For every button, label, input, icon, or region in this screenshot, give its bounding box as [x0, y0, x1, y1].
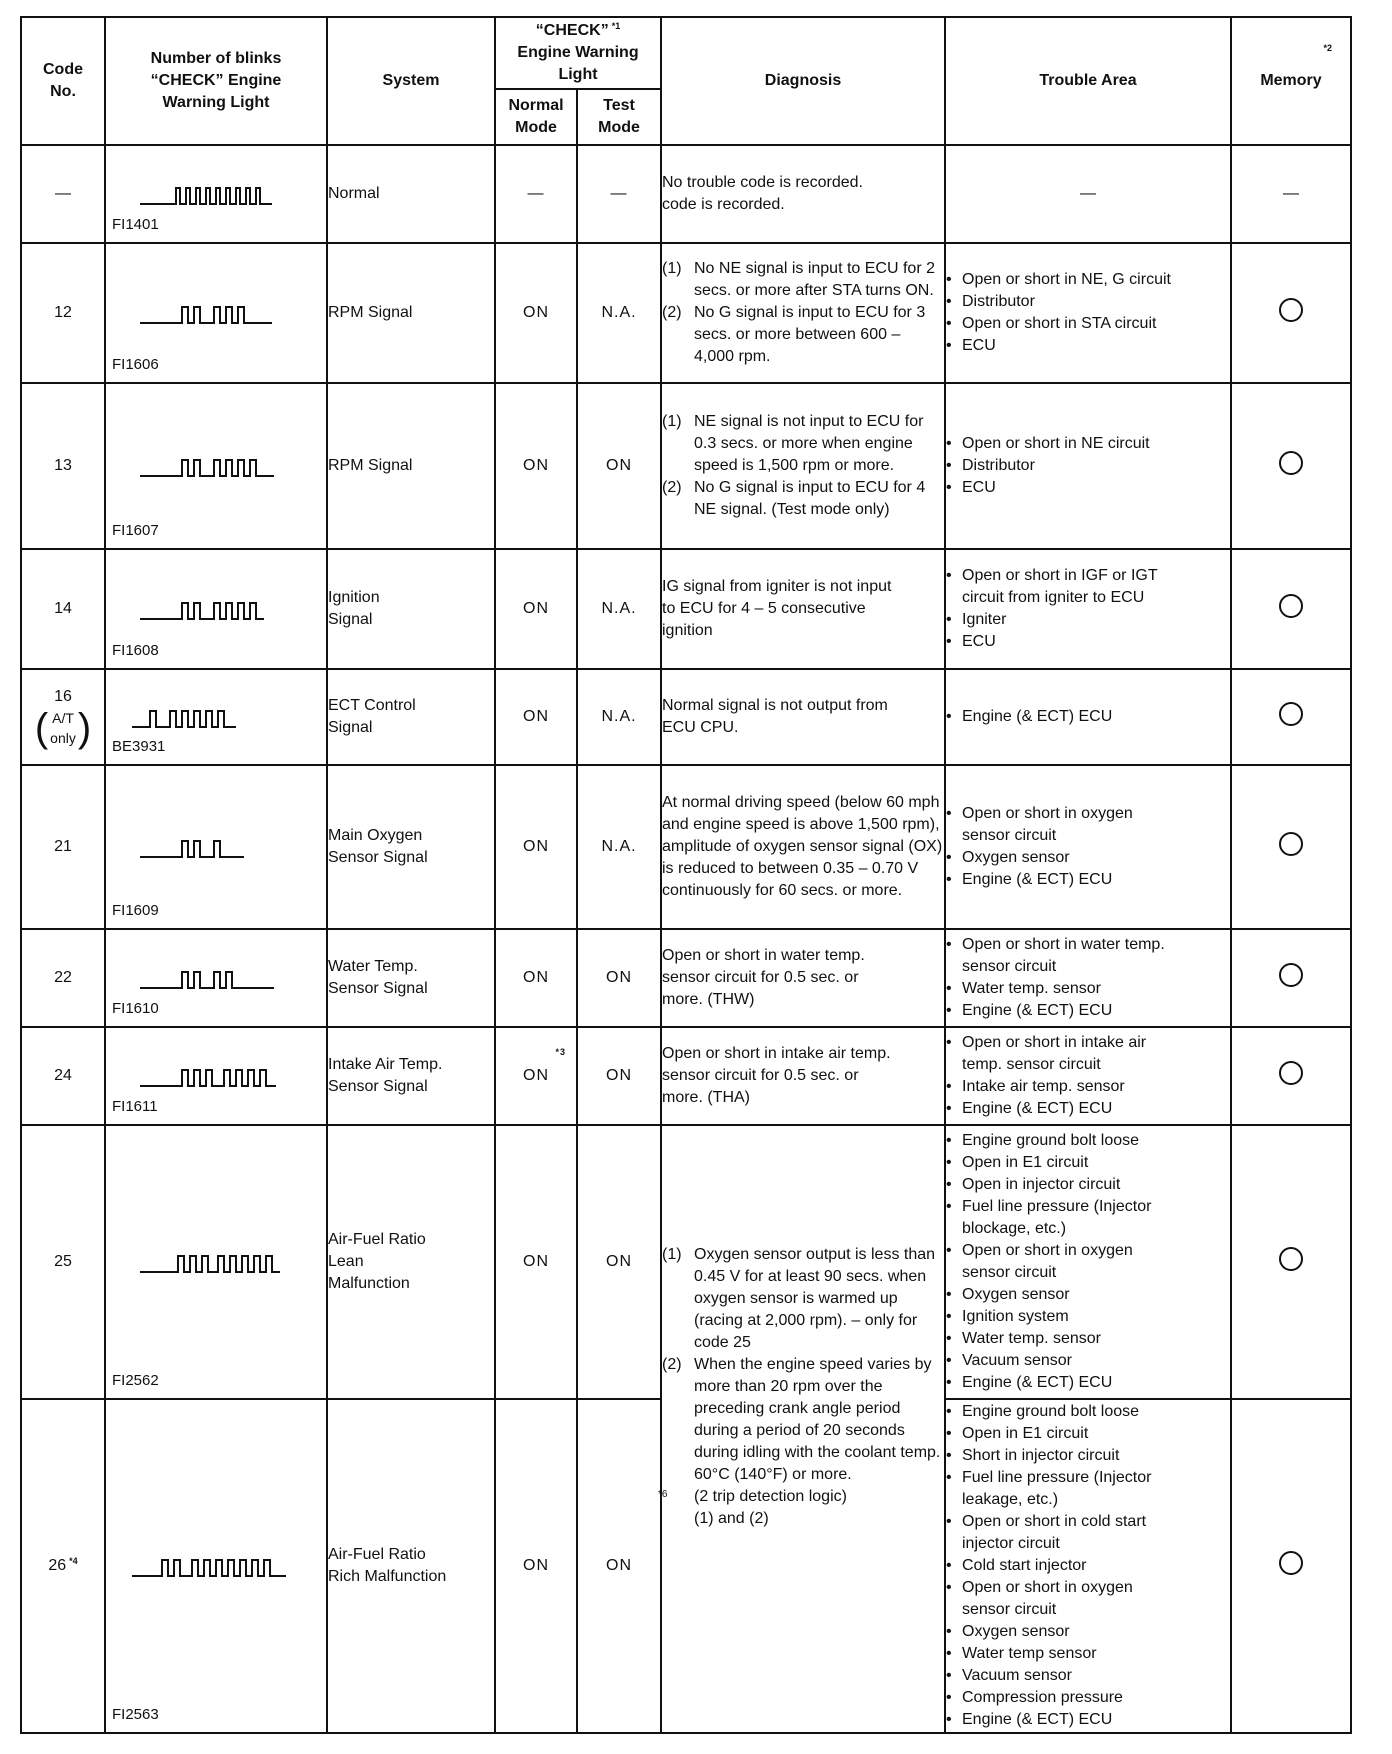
test-mode-cell: N.A.	[577, 549, 661, 669]
figure-label: FI1606	[112, 356, 159, 373]
trouble-area-cell	[945, 1027, 1231, 1125]
blink-cell	[105, 383, 327, 549]
trouble-item: • Distributor	[946, 455, 1230, 477]
memory-cell	[1231, 383, 1351, 549]
test-mode-cell: N.A.	[577, 243, 661, 383]
figure-label: FI1608	[112, 642, 159, 659]
table-row	[21, 929, 1351, 1027]
trouble-item: • Oxygen sensor	[946, 847, 1230, 869]
normal-mode-cell: ON	[495, 1125, 577, 1399]
system-cell: Intake Air Temp. Sensor Signal	[327, 1027, 495, 1125]
system-cell: Ignition Signal	[327, 549, 495, 669]
table-row	[21, 1027, 1351, 1125]
header-diagnosis: Diagnosis	[661, 17, 945, 145]
system-cell: Main Oxygen Sensor Signal	[327, 765, 495, 929]
trouble-item: • Open or short in NE, G circuit	[946, 269, 1230, 291]
memory-circle-icon	[1279, 298, 1303, 322]
memory-cell	[1231, 549, 1351, 669]
normal-mode-cell: ON	[495, 549, 577, 669]
trouble-item: • Fuel line pressure (Injector leakage, etc.)	[946, 1467, 1230, 1511]
blink-cell	[105, 1027, 327, 1125]
diagnosis-item: (1) No NE signal is input to ECU for 2 secs. or more after STA turns ON.	[662, 260, 935, 299]
code-qualifier: ( A/T only )	[34, 706, 92, 750]
diagnosis-cell: IG signal from igniter is not input to ECU for 4 – 5 consecutive ignition	[661, 549, 945, 669]
trouble-item: • Vacuum sensor	[946, 1350, 1230, 1372]
diagnosis-item: (1) NE signal is not input to ECU for 0.3 secs. or more when engine speed is 1,500 rpm or more.	[662, 413, 924, 474]
blink-pattern-icon	[126, 699, 276, 735]
memory-cell	[1231, 765, 1351, 929]
normal-mode-cell: ON	[495, 929, 577, 1027]
trouble-item: • Open or short in STA circuit	[946, 313, 1230, 335]
table-row	[21, 669, 1351, 765]
trouble-area-cell	[945, 1399, 1231, 1733]
memory-circle-icon	[1279, 451, 1303, 475]
trouble-item: • Engine (& ECT) ECU	[946, 706, 1230, 728]
code-cell: 13	[21, 383, 105, 549]
trouble-item: • Water temp. sensor	[946, 978, 1230, 1000]
figure-label: FI1610	[112, 1000, 159, 1017]
trouble-item: • Open or short in cold start injector circuit	[946, 1511, 1230, 1555]
blink-pattern-icon	[134, 1058, 284, 1094]
memory-circle-icon	[1279, 594, 1303, 618]
blink-cell	[105, 243, 327, 383]
system-cell: RPM Signal	[327, 383, 495, 549]
trouble-area-cell: —	[945, 145, 1231, 243]
normal-mode-cell: ON	[495, 669, 577, 765]
trouble-item: • Engine ground bolt loose	[946, 1401, 1230, 1423]
blink-pattern-icon	[134, 591, 284, 627]
blink-pattern-icon	[134, 829, 284, 865]
trouble-area-cell	[945, 1125, 1231, 1399]
blink-cell	[105, 145, 327, 243]
normal-mode-cell: ON	[495, 243, 577, 383]
code-cell: 14	[21, 549, 105, 669]
system-cell: Water Temp. Sensor Signal	[327, 929, 495, 1027]
trouble-item: • ECU	[946, 631, 1230, 653]
test-mode-cell: ON	[577, 383, 661, 549]
trouble-item: • Open or short in oxygen sensor circuit	[946, 1240, 1230, 1284]
trouble-item: • Compression pressure	[946, 1687, 1230, 1709]
trouble-item: • Open or short in oxygen sensor circuit	[946, 803, 1230, 847]
memory-cell	[1231, 1027, 1351, 1125]
normal-mode-cell: *3 ON	[495, 1027, 577, 1125]
memory-cell: —	[1231, 145, 1351, 243]
code-cell: —	[21, 145, 105, 243]
header-system: System	[327, 17, 495, 145]
figure-label: FI1607	[112, 522, 159, 539]
diagnosis-item: (2) No G signal is input to ECU for 3 secs. or more between 600 – 4,000 rpm.	[662, 304, 926, 365]
trouble-item: • Open or short in oxygen sensor circuit	[946, 1577, 1230, 1621]
trouble-item: • Engine (& ECT) ECU	[946, 1372, 1230, 1394]
normal-mode-cell: ON	[495, 1399, 577, 1733]
blink-cell	[105, 1399, 327, 1733]
diagnosis-item: (2) When the engine speed varies by more than 20 rpm over the preceding crank angle period during a period of 20 seconds during idling with the coolant temp. 60°C (140°F) or more.	[662, 1356, 941, 1483]
header-blinks: Number of blinks “CHECK” Engine Warning Light	[105, 17, 327, 145]
trouble-area-cell	[945, 765, 1231, 929]
trouble-area-cell	[945, 669, 1231, 765]
test-mode-cell: ON	[577, 929, 661, 1027]
system-cell: RPM Signal	[327, 243, 495, 383]
test-mode-cell: ON	[577, 1399, 661, 1733]
test-mode-cell: ON	[577, 1027, 661, 1125]
memory-circle-icon	[1279, 702, 1303, 726]
blink-cell	[105, 669, 327, 765]
table-row	[21, 765, 1351, 929]
code-cell	[21, 669, 105, 765]
test-mode-cell: N.A.	[577, 765, 661, 929]
diagnosis-cell: No trouble code is recorded. code is recorded.	[661, 145, 945, 243]
trouble-item: • Cold start injector	[946, 1555, 1230, 1577]
trouble-item: • Open in injector circuit	[946, 1174, 1230, 1196]
system-cell: ECT Control Signal	[327, 669, 495, 765]
test-mode-cell: ON	[577, 1125, 661, 1399]
trouble-item: • Open in E1 circuit	[946, 1152, 1230, 1174]
memory-circle-icon	[1279, 963, 1303, 987]
trouble-item: • Engine (& ECT) ECU	[946, 1000, 1230, 1022]
code-cell: 22	[21, 929, 105, 1027]
figure-label: FI1609	[112, 902, 159, 919]
code-cell: 21	[21, 765, 105, 929]
figure-label: FI2562	[112, 1372, 159, 1389]
code-cell: 26 $^{*4}$	[21, 1399, 105, 1733]
trouble-item: • Open or short in water temp. sensor circuit	[946, 934, 1230, 978]
diagnosis-cell: Open or short in water temp. sensor circuit for 0.5 sec. or more. (THW)	[661, 929, 945, 1027]
normal-mode-cell: —	[495, 145, 577, 243]
table-row	[21, 1125, 1351, 1399]
trouble-item: • Open or short in intake air temp. sensor circuit	[946, 1032, 1230, 1076]
test-mode-cell: —	[577, 145, 661, 243]
blink-cell	[105, 1125, 327, 1399]
trouble-item: • Open or short in IGF or IGT circuit from igniter to ECU	[946, 565, 1230, 609]
trouble-area-cell	[945, 929, 1231, 1027]
trouble-item: • Oxygen sensor	[946, 1621, 1230, 1643]
figure-label: FI1401	[112, 216, 159, 233]
blink-cell	[105, 549, 327, 669]
header-code-no: Code No.	[21, 17, 105, 145]
diagnosis-cell: Normal signal is not output from ECU CPU.	[661, 669, 945, 765]
system-cell: Air-Fuel Ratio Lean Malfunction	[327, 1125, 495, 1399]
memory-circle-icon	[1279, 832, 1303, 856]
memory-cell	[1231, 929, 1351, 1027]
diagnosis-cell: At normal driving speed (below 60 mph and engine speed is above 1,500 rpm), amplitude of oxygen sensor signal (OX) is reduced to between 0.35 – 0.70 V continuously for 60 secs. or more.	[661, 765, 945, 929]
table-row	[21, 549, 1351, 669]
memory-circle-icon	[1279, 1551, 1303, 1575]
trouble-item: • Intake air temp. sensor	[946, 1076, 1230, 1098]
trouble-item: • Engine (& ECT) ECU	[946, 1098, 1230, 1120]
table-row	[21, 145, 1351, 243]
blink-pattern-icon	[134, 448, 284, 484]
diagnosis-item: (1) Oxygen sensor output is less than 0.45 V for at least 90 secs. when oxygen sensor is warmed up (racing at 2,000 rpm). – only for code 25	[662, 1246, 936, 1351]
code-cell: 12	[21, 243, 105, 383]
trouble-item: • ECU	[946, 477, 1230, 499]
normal-mode-cell: ON	[495, 383, 577, 549]
trip-detection-note: *6 (2 trip detection logic) (1) and (2)	[658, 1488, 847, 1527]
trouble-area-cell	[945, 383, 1231, 549]
header-trouble-area: Trouble Area	[945, 17, 1231, 145]
blink-pattern-icon	[134, 295, 284, 331]
trouble-item: • Short in injector circuit	[946, 1445, 1230, 1467]
header-test-mode: Test Mode	[577, 89, 661, 145]
trouble-item: • Oxygen sensor	[946, 1284, 1230, 1306]
trouble-item: • Ignition system	[946, 1306, 1230, 1328]
table-row	[21, 243, 1351, 383]
memory-cell	[1231, 1125, 1351, 1399]
blink-pattern-icon	[134, 960, 284, 996]
trouble-item: • Fuel line pressure (Injector blockage, etc.)	[946, 1196, 1230, 1240]
header-memory: *2 Memory	[1231, 17, 1351, 145]
trouble-item: • Igniter	[946, 609, 1230, 631]
diagnosis-cell	[661, 383, 945, 549]
normal-mode-cell: ON	[495, 765, 577, 929]
trouble-item: • Water temp sensor	[946, 1643, 1230, 1665]
trouble-item: • Engine (& ECT) ECU	[946, 1709, 1230, 1731]
blink-cell	[105, 929, 327, 1027]
trouble-item: • Engine (& ECT) ECU	[946, 869, 1230, 891]
trouble-item: • ECU	[946, 335, 1230, 357]
memory-circle-icon	[1279, 1061, 1303, 1085]
trouble-item: • Vacuum sensor	[946, 1665, 1230, 1687]
trouble-item: • Engine ground bolt loose	[946, 1130, 1230, 1152]
trouble-area-cell	[945, 549, 1231, 669]
system-cell: Normal	[327, 145, 495, 243]
trouble-item: • Distributor	[946, 291, 1230, 313]
test-mode-cell: N.A.	[577, 669, 661, 765]
trouble-item: • Open in E1 circuit	[946, 1423, 1230, 1445]
trouble-item: • Water temp. sensor	[946, 1328, 1230, 1350]
figure-label: BE3931	[112, 738, 166, 755]
blink-pattern-icon	[134, 176, 284, 212]
diagnosis-item: (2) No G signal is input to ECU for 4 NE signal. (Test mode only)	[662, 479, 926, 518]
memory-cell	[1231, 243, 1351, 383]
code-cell: 24	[21, 1027, 105, 1125]
header-check-light: “CHECK” $^{*1}$ Engine Warning Light	[495, 17, 661, 89]
memory-circle-icon	[1279, 1247, 1303, 1271]
blink-cell	[105, 765, 327, 929]
code-number: 16	[54, 688, 72, 705]
figure-label: FI1611	[112, 1098, 158, 1115]
blink-pattern-icon	[126, 1548, 296, 1584]
diagnostic-code-table	[20, 16, 1352, 1734]
memory-cell	[1231, 1399, 1351, 1733]
diagnosis-cell-shared	[658, 1125, 945, 1733]
diagnosis-cell: Open or short in intake air temp. sensor circuit for 0.5 sec. or more. (THA)	[661, 1027, 945, 1125]
diagnosis-cell	[661, 243, 945, 383]
blink-pattern-icon	[134, 1244, 284, 1280]
header-normal-mode: Normal Mode	[495, 89, 577, 145]
memory-cell	[1231, 669, 1351, 765]
dtc-table-page	[20, 16, 1350, 1734]
trouble-area-cell	[945, 243, 1231, 383]
figure-label: FI2563	[112, 1706, 159, 1723]
system-cell: Air-Fuel Ratio Rich Malfunction	[327, 1399, 495, 1733]
code-cell: 25	[21, 1125, 105, 1399]
trouble-item: • Open or short in NE circuit	[946, 433, 1230, 455]
table-row	[21, 383, 1351, 549]
